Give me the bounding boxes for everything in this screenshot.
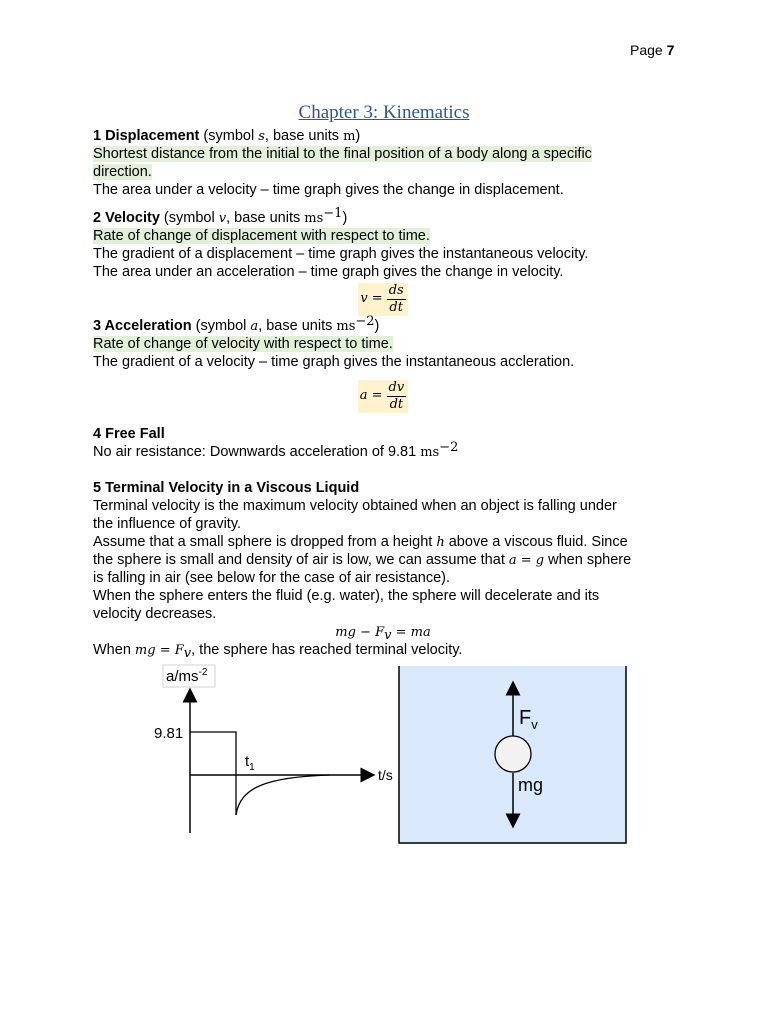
- symbol-pre: (symbol: [159, 210, 219, 226]
- velocity-note-1: The gradient of a displacement – time graph gives the instantaneous velocity.: [93, 246, 589, 262]
- unit: m: [343, 129, 356, 144]
- symbol-mid: , base units: [258, 318, 337, 334]
- velocity-heading: 2 Velocity: [93, 210, 160, 226]
- math-h: h: [436, 535, 445, 550]
- page-number: [630, 42, 674, 58]
- symbol: a: [250, 319, 259, 334]
- t1-label: $t_1$: [245, 753, 255, 773]
- symbol-mid: , base units: [264, 128, 344, 144]
- velocity-definition: Rate of change of displacement with respect to time.: [93, 228, 430, 244]
- chapter-title[interactable]: Chapter 3: Kinematics: [298, 102, 470, 123]
- eq-lhs: v =: [360, 291, 383, 306]
- acceleration-heading: 3 Acceleration: [93, 318, 192, 334]
- symbol: v: [218, 211, 227, 226]
- acceleration-definition: Rate of change of velocity with respect to time.: [93, 336, 393, 352]
- document-body: [93, 127, 673, 659]
- math-eq: mg = F: [134, 643, 184, 658]
- symbol-pre: (symbol: [191, 318, 251, 334]
- page-label: Page: [630, 42, 663, 58]
- acceleration-step-line: [190, 732, 236, 815]
- x-axis-label: t/s: [378, 767, 393, 783]
- unit-exponent: −1: [323, 206, 343, 221]
- eq-denominator: dt: [389, 299, 403, 315]
- displacement-definition-2: direction.: [93, 164, 152, 180]
- symbol-pre: (symbol: [199, 128, 259, 144]
- weight-label: mg: [518, 775, 544, 795]
- acceleration-heading-line: [93, 314, 673, 335]
- upthrust-label: $F_v$: [519, 707, 538, 732]
- terminal-p3-2: velocity decreases.: [93, 606, 217, 622]
- eq-sub: v: [384, 628, 392, 643]
- text: when sphere: [544, 552, 632, 568]
- deceleration-curve: [236, 775, 330, 815]
- math-sub: v: [183, 646, 192, 661]
- displacement-definition-1: Shortest distance from the initial to the final position of a body along a specific: [93, 146, 592, 162]
- eq-denominator: dt: [389, 396, 404, 412]
- symbol: s: [258, 129, 265, 144]
- terminal-p2-2: [93, 551, 673, 569]
- text: When: [93, 642, 135, 658]
- symbol-post: ): [374, 318, 380, 334]
- free-fall-heading: 4 Free Fall: [93, 426, 165, 442]
- symbol-post: ): [355, 128, 361, 144]
- velocity-heading-line: [93, 206, 673, 227]
- acceleration-equation: [93, 371, 673, 419]
- acceleration-time-graph: [140, 663, 393, 838]
- unit: ms: [336, 319, 356, 334]
- text: Assume that a small sphere is dropped from a height: [93, 534, 437, 550]
- y-value-label: 9.81: [154, 725, 184, 742]
- sphere: [495, 736, 531, 772]
- page-number-value: 7: [666, 42, 675, 58]
- unit: ms: [420, 445, 440, 460]
- displacement-heading: 1 Displacement: [93, 128, 200, 144]
- terminal-heading: 5 Terminal Velocity in a Viscous Liquid: [93, 480, 360, 496]
- eq-numerator: dv: [388, 379, 405, 395]
- velocity-equation: [93, 281, 673, 317]
- symbol-post: ): [342, 210, 348, 226]
- terminal-p4: [93, 641, 673, 659]
- terminal-p2-1: [93, 533, 673, 551]
- eq-part: mg − F: [335, 625, 385, 640]
- y-axis-label: $a/ms^{-2}$: [166, 667, 208, 685]
- unit: ms: [304, 211, 324, 226]
- terminal-equation: [93, 623, 673, 641]
- eq-numerator: ds: [388, 282, 404, 298]
- terminal-p1-2: the influence of gravity.: [93, 516, 242, 532]
- displacement-heading-line: [93, 127, 673, 145]
- terminal-p1-1: Terminal velocity is the maximum velocity obtained when an object is falling under: [93, 498, 617, 514]
- displacement-note: The area under a velocity – time graph gives the change in displacement.: [93, 182, 564, 198]
- free-fall-text: No air resistance: Downwards acceleration of 9.81: [93, 444, 421, 460]
- math-a-equals-g: a = g: [508, 553, 545, 568]
- unit-exponent: −2: [439, 440, 459, 455]
- text: the sphere is small and density of air is low, we can assume that: [93, 552, 509, 568]
- symbol-mid: , base units: [226, 210, 305, 226]
- eq-rhs: = ma: [391, 625, 431, 640]
- unit-exponent: −2: [355, 314, 375, 329]
- text: above a viscous fluid. Since: [444, 534, 628, 550]
- velocity-note-2: The area under an acceleration – time graph gives the change in velocity.: [93, 264, 564, 280]
- terminal-p2-3: is falling in air (see below for the case of air resistance).: [93, 570, 451, 586]
- eq-lhs: a =: [359, 388, 383, 403]
- text: , the sphere has reached terminal velocity.: [191, 642, 463, 658]
- terminal-p3-1: When the sphere enters the fluid (e.g. water), the sphere will decelerate and its: [93, 588, 600, 604]
- acceleration-note: The gradient of a velocity – time graph gives the instantaneous accleration.: [93, 354, 575, 370]
- fluid-tank-diagram: [398, 666, 628, 846]
- free-fall-text-line: [93, 440, 673, 461]
